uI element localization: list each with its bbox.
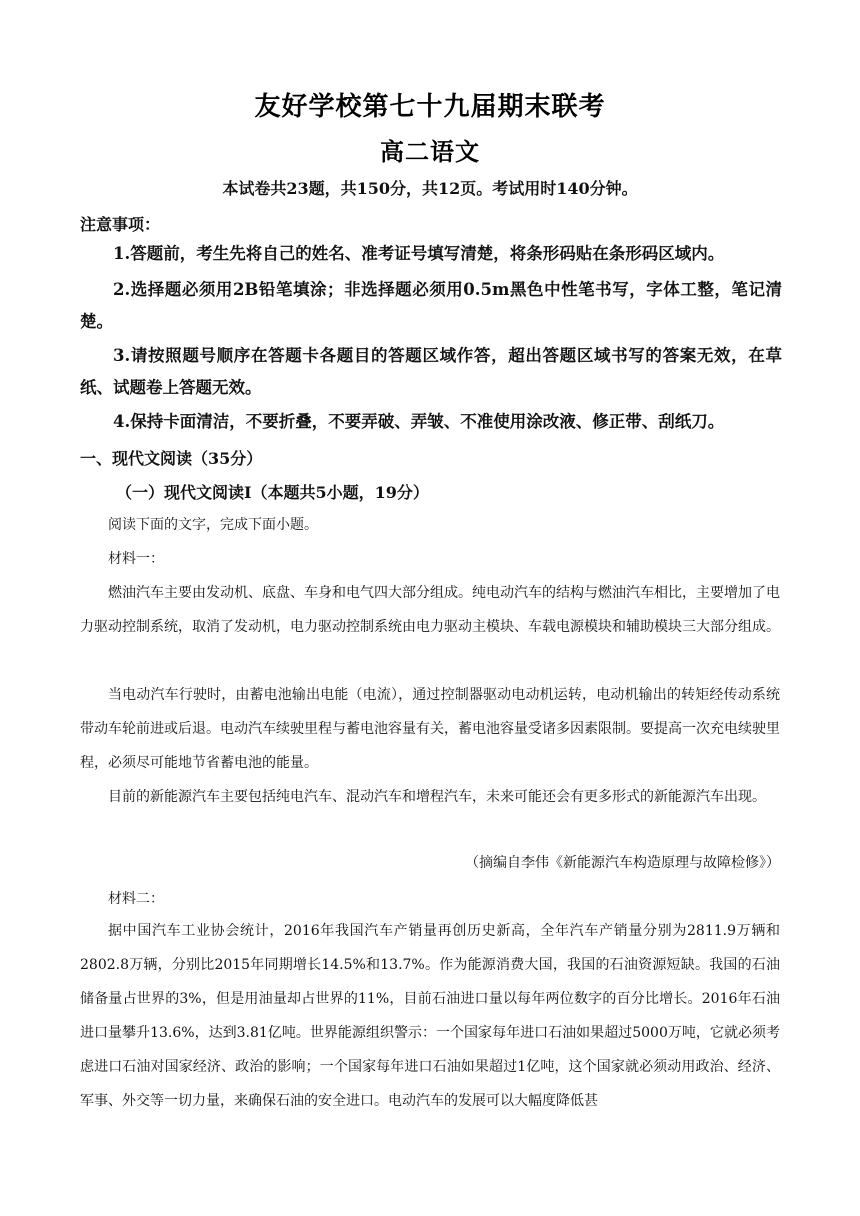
material-paragraph: 据中国汽车工业协会统计，2016年我国汽车产销量再创历史新高，全年汽车产销量分别为2811.9万辆和2802.8万辆，分别比2015年同期增长14.5%和13.7%。作为能源消费大国，我国的石油资源短缺。我国的石油储备量占世界的3%，但是用油量却占世界的11%，目前石油进口量以每年两位数字的百分比增长。2016年石油进口量攀升13.6%，达到3.81亿吨。世界能源组织警示：一个国家每年进口石油如果超过5000万吨，它就必须考虑进口石油对国家经济、政治的影响；一个国家每年进口石油如果超过1亿吨，这个国家就必须动用政治、经济、军事、外交等一切力量，来确保石油的安全进口。电动汽车的发展可以大幅度降低甚 [80, 923, 780, 1109]
notice-item: 2.选择题必须用2B铅笔填涂；非选择题必须用0.5m黑色中性笔书写，字体工整，笔记清楚。 [80, 280, 782, 331]
material-paragraph: 燃油汽车主要由发动机、底盘、车身和电气四大部分组成。纯电动汽车的结构与燃油汽车相比，主要增加了电力驱动控制系统，取消了发动机，电力驱动控制系统由电力驱动主模块、车载电源模块和辅助模块三大部分组成。 [80, 585, 780, 635]
notice-item: 3.请按照题号顺序在答题卡各题目的答题区域作答，超出答题区域书写的答案无效，在草纸、试题卷上答题无效。 [80, 346, 782, 397]
section-title: 一、现代文阅读（35分） [80, 449, 263, 468]
exam-info: 本试卷共23题，共150分，共12页。考试用时140分钟。 [222, 179, 638, 198]
material-label: 材料一： [108, 551, 164, 567]
material-source: （摘编自李伟《新能源汽车构造原理与故障检修》） [465, 855, 780, 871]
reading-instruction: 阅读下面的文字，完成下面小题。 [108, 517, 318, 533]
material-label: 材料二： [108, 891, 164, 907]
notice-heading: 注意事项： [80, 215, 161, 234]
notice-item: 4.保持卡面清洁，不要折叠，不要弄破、弄皱、不准使用涂改液、修正带、刮纸刀。 [113, 412, 725, 431]
exam-title: 友好学校第七十九届期末联考 [254, 92, 606, 122]
material-paragraph: 当电动汽车行驶时，由蓄电池输出电能（电流），通过控制器驱动电动机运转，电动机输出的转矩经传动系统带动车轮前进或后退。电动汽车续驶里程与蓄电池容量有关，蓄电池容量受诸多因素限制。要提高一次充电续驶里程，必须尽可能地节省蓄电池的能量。 [80, 687, 780, 771]
notice-item: 1.答题前，考生先将自己的姓名、准考证号填写清楚，将条形码贴在条形码区域内。 [113, 244, 725, 263]
section-subtitle: （一）现代文阅读Ⅰ（本题共5小题，19分） [116, 483, 429, 502]
material-paragraph: 目前的新能源汽车主要包括纯电汽车、混动汽车和增程汽车，未来可能还会有更多形式的新能源汽车出现。 [108, 789, 766, 805]
subject-title: 高二语文 [380, 137, 480, 166]
